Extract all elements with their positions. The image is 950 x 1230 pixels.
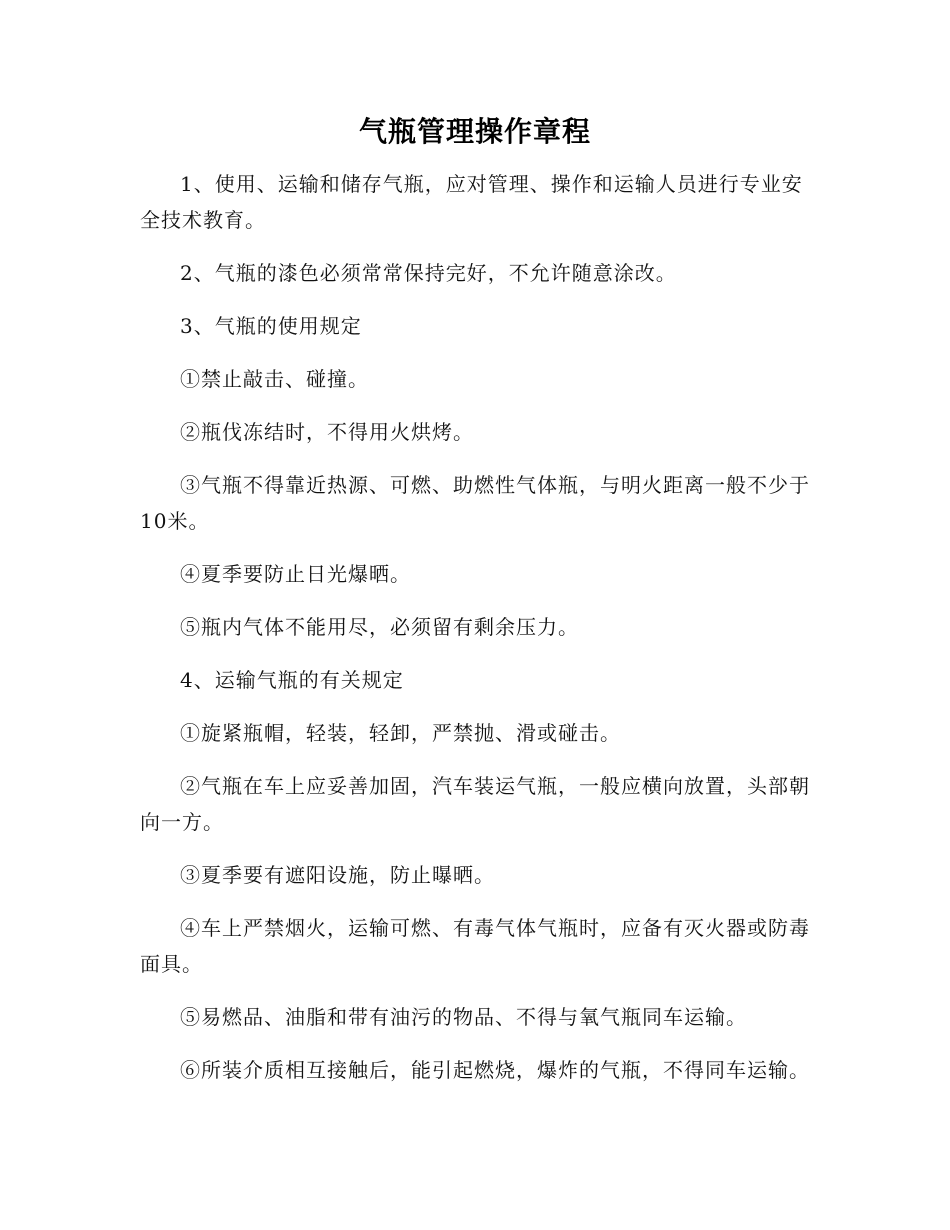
list-item-4-5: ⑤易燃品、油脂和带有油污的物品、不得与氧气瓶同车运输。: [180, 1005, 747, 1029]
section-heading-3: 3、气瓶的使用规定: [180, 314, 362, 338]
document-body: [140, 166, 810, 1105]
list-item-3-1: ①禁止敲击、碰撞。: [180, 367, 369, 391]
section-heading-4: 4、运输气瓶的有关规定: [180, 668, 404, 692]
list-item-3-3: ③气瓶不得靠近热源、可燃、助燃性气体瓶，与明火距离一般不少于10米。: [140, 473, 810, 533]
paragraph-1: 1、使用、运输和储存气瓶，应对管理、操作和运输人员进行专业安全技术教育。: [140, 172, 803, 232]
list-item-3-4: ④夏季要防止日光爆晒。: [180, 562, 411, 586]
list-item-4-3: ③夏季要有遮阳设施，防止曝晒。: [180, 863, 495, 887]
paragraph-2: 2、气瓶的漆色必须常常保持完好，不允许随意涂改。: [180, 261, 677, 285]
list-item-3-2: ②瓶伐冻结时，不得用火烘烤。: [180, 420, 474, 444]
list-item-4-2: ②气瓶在车上应妥善加固，汽车装运气瓶，一般应横向放置，头部朝向一方。: [140, 774, 810, 834]
list-item-4-6: ⑥所装介质相互接触后，能引起燃烧，爆炸的气瓶，不得同车运输。: [180, 1058, 810, 1082]
list-item-4-4: ④车上严禁烟火，运输可燃、有毒气体气瓶时，应备有灭火器或防毒面具。: [140, 916, 810, 976]
list-item-4-1: ①旋紧瓶帽，轻装，轻卸，严禁抛、滑或碰击。: [180, 721, 621, 745]
list-item-3-5: ⑤瓶内气体不能用尽，必须留有剩余压力。: [180, 615, 579, 639]
document-title: 气瓶管理操作章程: [358, 115, 591, 148]
